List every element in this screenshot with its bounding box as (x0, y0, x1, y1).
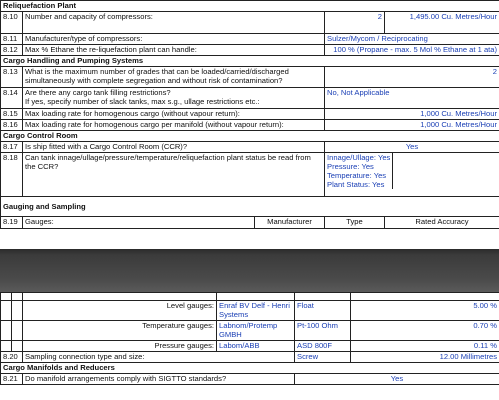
answer-line: Innage/Ullage: Yes (327, 153, 391, 162)
table-row (1, 341, 499, 352)
gauge-label: Level gauges: (23, 301, 217, 321)
row-number: 8.16 (1, 120, 23, 131)
gauge-label: Pressure gauges: (23, 341, 217, 352)
section-title: Reliquefaction Plant (1, 1, 499, 12)
row-number: 8.12 (1, 45, 23, 56)
answer-value: 1,000 Cu. Metres/Hour (325, 109, 499, 120)
row-number: 8.21 (1, 374, 23, 385)
answer-line: Temperature: Yes (327, 171, 387, 180)
question-text: Max loading rate for homogenous cargo per manifold (without vapour return): (23, 120, 325, 131)
row-number: 8.15 (1, 109, 23, 120)
table-row (1, 67, 499, 88)
table-row (1, 374, 499, 385)
gauge-manufacturer: Labnom/Protemp GMBH (217, 321, 295, 341)
question-text: Can tank innage/ullage/pressure/temperature/reliquefaction plant status be read from the CCR? (23, 153, 325, 197)
table-row (1, 109, 499, 120)
section-title: Cargo Manifolds and Reducers (1, 363, 499, 374)
answer-value: No, Not Applicable (325, 88, 499, 109)
question-text: Gauges: (23, 217, 255, 229)
gauge-type: Float (295, 301, 351, 321)
table-row (1, 12, 499, 34)
question-text: Sampling connection type and size: (23, 352, 295, 363)
question-text: Is ship fitted with a Cargo Control Room (CCR)? (23, 142, 325, 153)
row-number: 8.18 (1, 153, 23, 197)
question-text: Do manifold arrangements comply with SIGTTO standards? (23, 374, 295, 385)
row-number: 8.13 (1, 67, 23, 88)
document-page-2 (0, 292, 499, 400)
table-row (1, 34, 499, 45)
answer-value: 1,000 Cu. Metres/Hour (325, 120, 499, 131)
answer-list (325, 153, 499, 197)
gauge-manufacturer: Labom/ABB (217, 341, 295, 352)
question-text: Max % Ethane the re-liquefaction plant can handle: (23, 45, 325, 56)
table-row (1, 301, 499, 321)
gauge-accuracy: 5.00 % (351, 301, 499, 321)
questionnaire-table-2 (0, 292, 499, 385)
spacer-row (1, 293, 499, 301)
row-number: 8.11 (1, 34, 23, 45)
answer-value: Yes (325, 142, 499, 153)
section-header-cargo-handling (1, 56, 499, 67)
row-number: 8.20 (1, 352, 23, 363)
question-text: Max loading rate for homogenous cargo (without vapour return): (23, 109, 325, 120)
answer-value: Yes (295, 374, 499, 385)
section-title: Cargo Handling and Pumping Systems (1, 56, 499, 67)
section-header-cargo-control (1, 131, 499, 142)
question-text: What is the maximum number of grades that can be loaded/carried/discharged simultaneously with complete segregation and without risk of contamination? (23, 67, 325, 88)
sampling-size: 12.00 Millimetres (351, 352, 499, 363)
question-text (23, 88, 325, 109)
table-row (1, 120, 499, 131)
column-header-manufacturer: Manufacturer (255, 217, 325, 229)
answer-value: 2 (325, 67, 499, 88)
page-separator (0, 249, 499, 292)
section-title: Gauging and Sampling (1, 197, 499, 217)
answer-line: Pressure: Yes (327, 162, 374, 171)
gauge-type: ASD 800F (295, 341, 351, 352)
answer-count: 2 (325, 12, 385, 34)
question-line: Are there any cargo tank filling restrictions? (25, 88, 171, 97)
table-row (1, 45, 499, 56)
table-row (1, 321, 499, 341)
question-text: Manufacturer/type of compressors: (23, 34, 325, 45)
table-row (1, 88, 499, 109)
answer-value: Sulzer/Mycom / Reciprocating (325, 34, 499, 45)
gauge-accuracy: 0.11 % (351, 341, 499, 352)
sampling-type: Screw (295, 352, 351, 363)
question-text: Number and capacity of compressors: (23, 12, 325, 34)
answer-capacity: 1,495.00 Cu. Metres/Hour (385, 12, 499, 34)
table-row (1, 217, 499, 229)
row-number: 8.14 (1, 88, 23, 109)
section-title: Cargo Control Room (1, 131, 499, 142)
table-row (1, 142, 499, 153)
question-line: If yes, specify number of slack tanks, max s.g., ullage restrictions etc.: (25, 97, 260, 106)
gauge-manufacturer: Enraf BV Delf - Henri Systems (217, 301, 295, 321)
row-number: 8.10 (1, 12, 23, 34)
gauge-accuracy: 0.70 % (351, 321, 499, 341)
table-row (1, 153, 499, 197)
answer-value: 100 % (Propane - max. 5 Mol % Ethane at 1 ata) (325, 45, 499, 56)
table-row (1, 352, 499, 363)
section-header-gauging (1, 197, 499, 217)
column-header-type: Type (325, 217, 385, 229)
section-header-reliquefaction (1, 1, 499, 12)
row-number: 8.17 (1, 142, 23, 153)
section-header-manifolds (1, 363, 499, 374)
row-number: 8.19 (1, 217, 23, 229)
column-header-accuracy: Rated Accuracy (385, 217, 499, 229)
gauge-type: Pt-100 Ohm (295, 321, 351, 341)
gauge-label: Temperature gauges: (23, 321, 217, 341)
answer-line: Plant Status: Yes (327, 180, 385, 189)
